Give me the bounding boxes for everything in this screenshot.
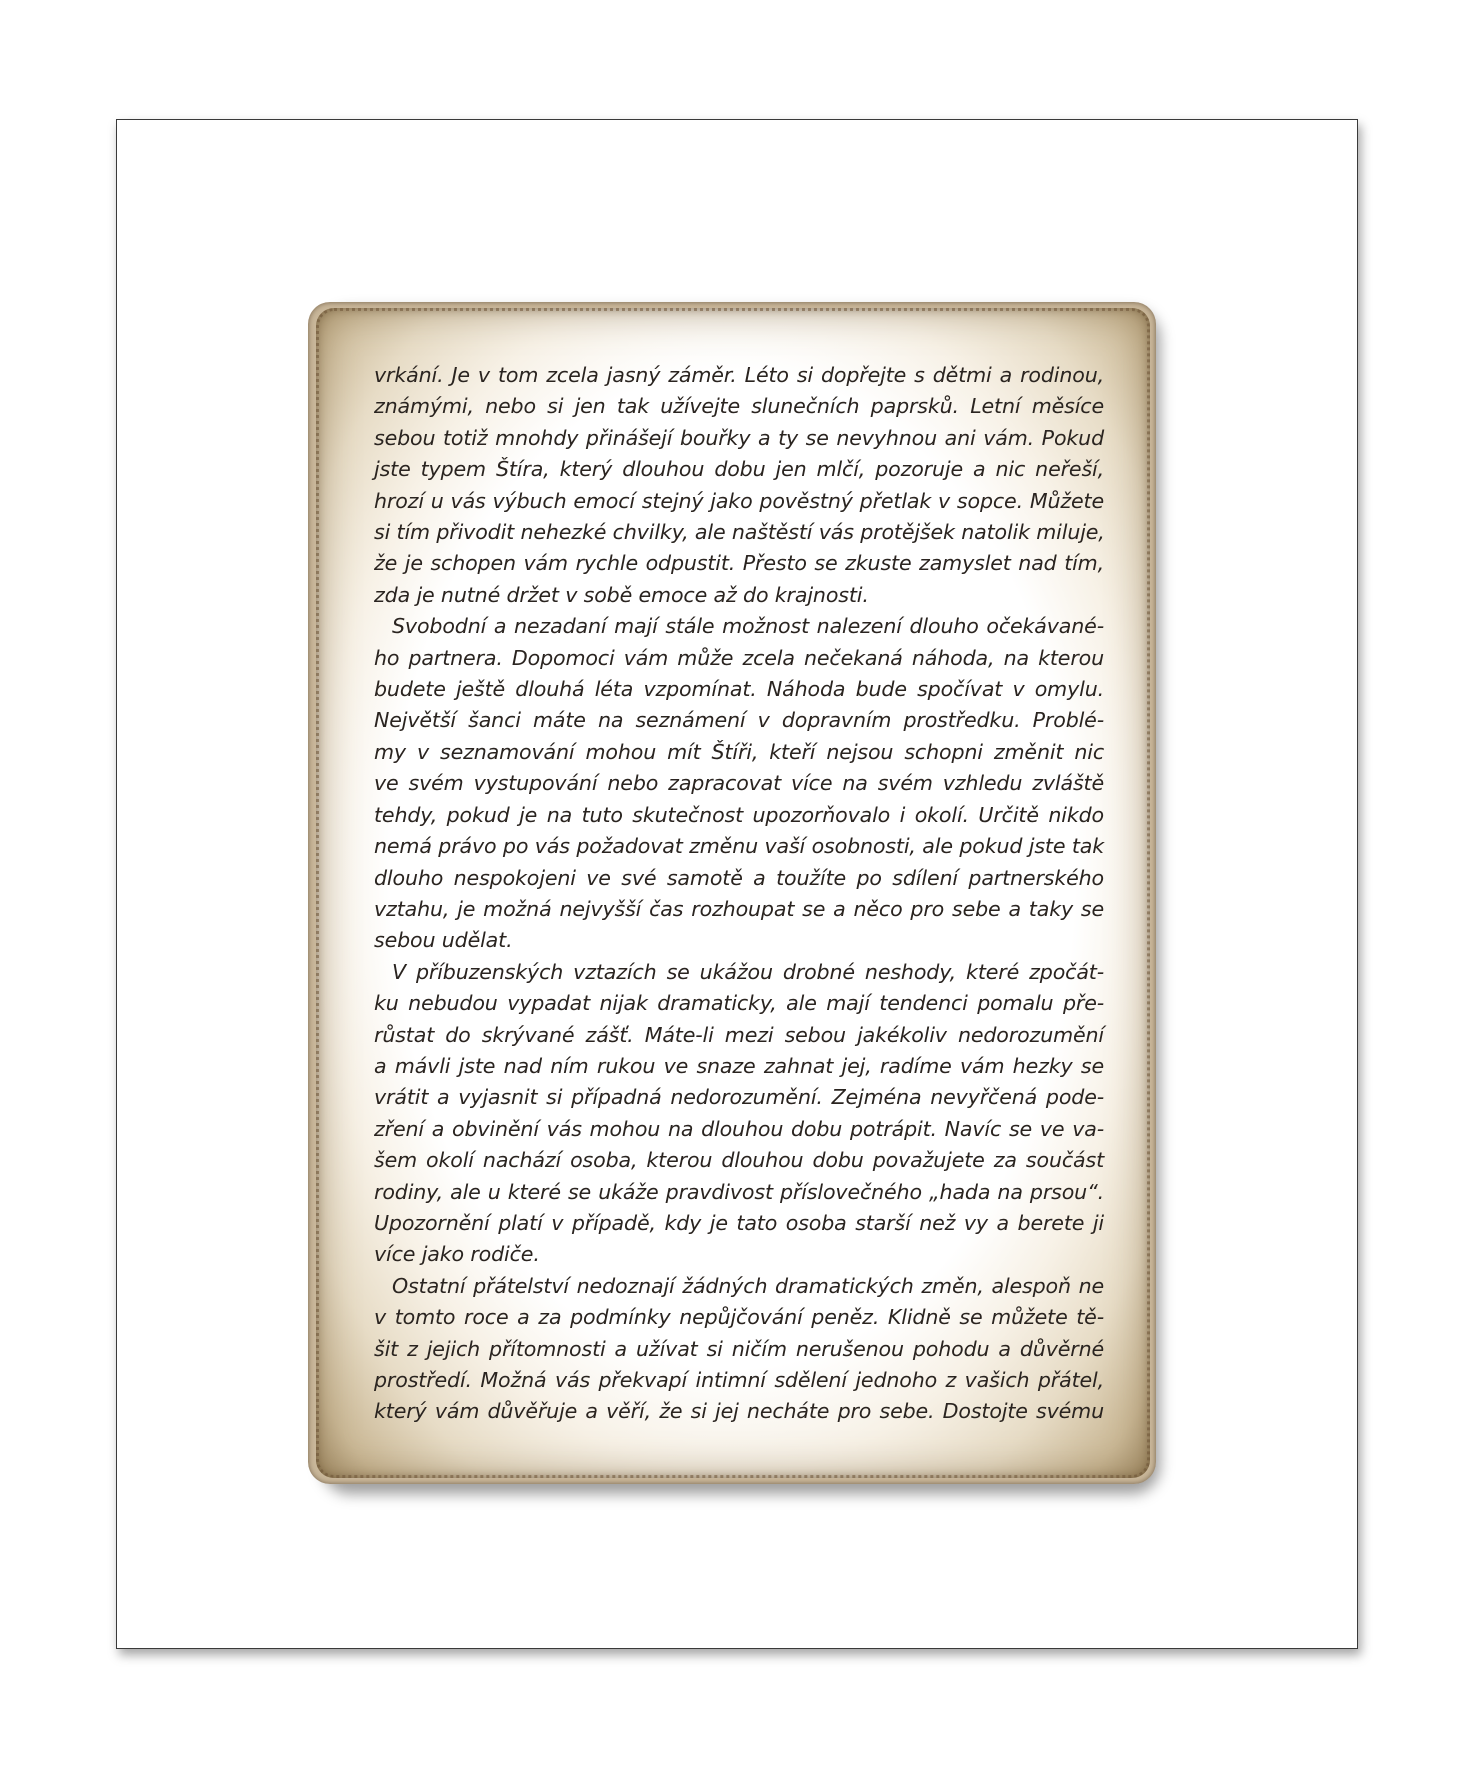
text-line: že je schopen vám rychle odpustit. Přesto se zkuste zamyslet nad tím, xyxy=(374,551,1104,576)
text-line: ho partnera. Dopomoci vám může zcela nečekaná náhoda, na kterou xyxy=(374,645,1104,670)
text-line: prostředí. Možná vás překvapí intimní sdělení jednoho z vašich přátel, xyxy=(374,1368,1104,1392)
text-line: známými, nebo si jen tak užívejte slunečních paprsků. Letní měsíce xyxy=(374,394,1104,419)
text-line: Upozornění platí v případě, kdy je tato osoba starší než vy a berete ji xyxy=(374,1210,1104,1235)
text-line: budete ještě dlouhá léta vzpomínat. Náhoda bude spočívat v omylu. xyxy=(374,677,1104,702)
text-line: šem okolí nachází osoba, kterou dlouhou dobu považujete za součást xyxy=(374,1148,1104,1173)
text-line: zření a obvinění vás mohou na dlouhou dobu potrápit. Navíc se ve va- xyxy=(374,1116,1104,1141)
text-line: zda je nutné držet v sobě emoce až do krajnosti. xyxy=(374,582,869,607)
text-line: v tomto roce a za podmínky nepůjčování peněz. Klidně se můžete tě- xyxy=(374,1305,1104,1330)
text-block xyxy=(374,360,1104,1428)
paragraph-3 xyxy=(374,957,1104,1271)
text-line: Svobodní a nezadaní mají stále možnost nalezení dlouho očekávané- xyxy=(392,614,1104,639)
text-line: V příbuzenských vztazích se ukážou drobné neshody, které zpočát- xyxy=(392,959,1104,984)
paragraph-2 xyxy=(374,611,1104,956)
text-line: sebou totiž mnohdy přinášejí bouřky a ty se nevyhnou ani vám. Pokud xyxy=(374,425,1104,450)
text-line: Největší šanci máte na seznámení v dopravním prostředku. Problé- xyxy=(374,708,1104,733)
paragraph-4 xyxy=(374,1271,1104,1428)
text-line: nemá právo po vás požadovat změnu vaší osobnosti, ale pokud jste tak xyxy=(374,834,1104,859)
text-line: který vám důvěřuje a věří, že si jej necháte pro sebe. Dostojte svému xyxy=(374,1399,1104,1424)
text-line: hrozí u vás výbuch emocí stejný jako pověstný přetlak v sopce. Můžete xyxy=(374,488,1104,513)
paragraph-1 xyxy=(374,360,1104,611)
text-line: vrátit a vyjasnit si případná nedorozumění. Zejména nevyřčená pode- xyxy=(374,1085,1104,1110)
text-line: ve svém vystupování nebo zapracovat více na svém vzhledu zvláště xyxy=(374,771,1104,796)
text-line: my v seznamování mohou mít Štíři, kteří nejsou schopni změnit nic xyxy=(374,739,1104,764)
text-line: více jako rodiče. xyxy=(374,1242,540,1267)
text-line: vztahu, je možná nejvyšší čas rozhoupat se a něco pro sebe a taky se xyxy=(374,896,1104,921)
text-line: rodiny, ale u které se ukáže pravdivost příslovečného „hada na prsou“. xyxy=(374,1179,1104,1204)
text-line: a mávli jste nad ním rukou ve snaze zahnat jej, radíme vám hezky se xyxy=(374,1053,1104,1078)
text-line: růstat do skrývané zášť. Máte-li mezi sebou jakékoliv nedorozumění xyxy=(374,1022,1104,1047)
text-line: šit z jejich přítomnosti a užívat si ničím nerušenou pohodu a důvěrné xyxy=(374,1336,1104,1361)
text-line: vrkání. Je v tom zcela jasný záměr. Léto si dopřejte s dětmi a rodinou, xyxy=(374,363,1104,387)
text-line: jste typem Štíra, který dlouhou dobu jen mlčí, pozoruje a nic neřeší, xyxy=(374,457,1104,482)
text-line: Ostatní přátelství nedoznají žádných dramatických změn, alespoň ne xyxy=(392,1273,1104,1298)
text-line: tehdy, pokud je na tuto skutečnost upozorňovalo i okolí. Určitě nikdo xyxy=(374,802,1104,827)
text-line: ku nebudou vypadat nijak dramaticky, ale mají tendenci pomalu pře- xyxy=(374,991,1104,1016)
text-line: dlouho nespokojeni ve své samotě a toužíte po sdílení partnerského xyxy=(374,865,1104,890)
text-line: si tím přivodit nehezké chvilky, ale naštěstí vás protějšek natolik miluje, xyxy=(374,520,1105,545)
text-line: sebou udělat. xyxy=(374,928,513,953)
